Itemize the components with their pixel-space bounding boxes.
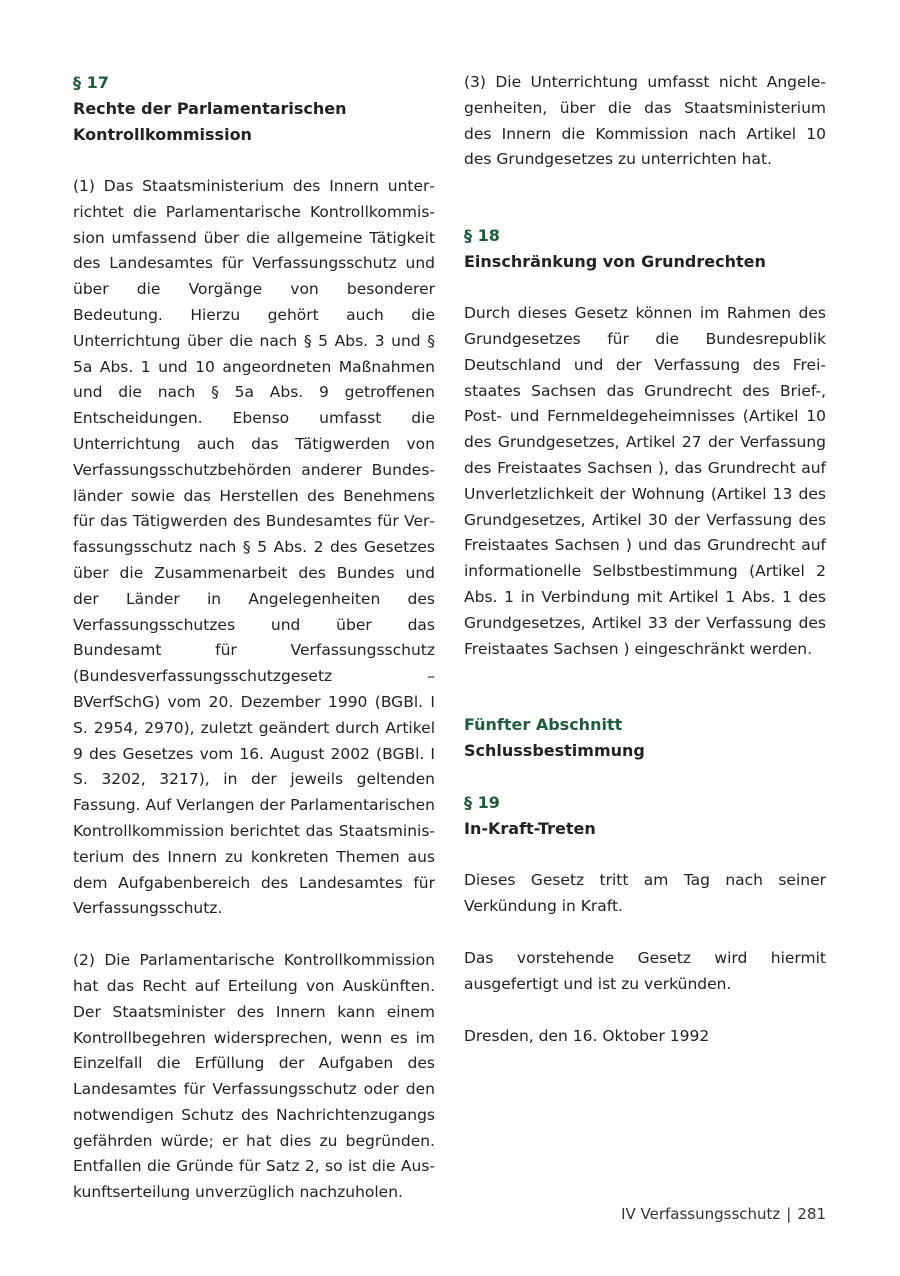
right-column [464, 70, 826, 1049]
date-line: Dresden, den 16. Oktober 1992 [464, 1026, 710, 1045]
footer-separator: | [786, 1205, 792, 1223]
page-footer [621, 1203, 826, 1225]
section-18-title: Einschränkung von Grundrechten [464, 252, 766, 272]
chapter-label: Fünfter Abschnitt [464, 715, 623, 735]
page-number: 281 [797, 1205, 826, 1223]
section-17-paragraph-2: (2) Die Parlamentarische Kontrollkommission hat das Recht auf Erteilung von Auskünften. Der Staatsminister des Innern kann einem Kontrollbegehren widersprechen, wenn es im Einzelfall die Erfüllung der Aufgaben des Landesamtes für Verfassungsschutz oder den notwendigen Schutz des Nachrichtenzugangs gefährden würde; er hat dies zu begründen. Entfallen die Gründe für Satz 2, so ist die Auskunftserteilung unverzüglich nachzuholen. [73, 951, 435, 1202]
chapter-title: Schlussbestimmung [464, 741, 645, 761]
section-19-title: In-Kraft-Treten [464, 819, 596, 839]
closing-statement: Das vorstehende Gesetz wird hiermit ausgefertigt und ist zu verkünden. [464, 948, 826, 993]
section-19-number: § 19 [464, 793, 500, 813]
left-column [73, 70, 435, 1206]
section-17-paragraph-1: (1) Das Staatsministerium des Innern unterrichtet die Parlamentarische Kontrollkommission umfassend über die allgemeine Tätigkeit des Landesamtes für Verfassungsschutz und über die Vorgänge von besonderer Bedeutung. Hierzu gehört auch die Unterrichtung über die nach § 5 Abs. 3 und § 5a Abs. 1 und 10 angeordneten Maßnahmen und die nach § 5a Abs. 9 getroffenen Entscheidungen. Ebenso umfasst die Unterrichtung auch das Tätigwerden von Verfassungsschutzbehörden anderer Bundesländer sowie das Herstellen des Benehmens für das Tätigwerden des Bundesamtes für Verfassungsschutz nach § 5 Abs. 2 des Gesetzes über die Zusammenarbeit des Bundes und der Länder in Angelegenheiten des Verfassungsschutzes und über das Bundesamt für Verfassungsschutz (Bundesverfassungsschutzgesetz – BVerfSchG) vom 20. Dezember 1990 (BGBl. I S. 2954, 2970), zuletzt geändert durch Artikel 9 des Gesetzes vom 16. August 2002 (BGBl. I S. 3202, 3217), in der jeweils geltenden Fassung. Auf Verlangen der Parlamentarischen Kontrollkommission berichtet das Staatsministerium des Innern zu konkreten Themen aus dem Aufgabenbereich des Landesamtes für Verfassungsschutz. [73, 177, 435, 918]
section-19-text: Dieses Gesetz tritt am Tag nach seiner Verkündung in Kraft. [464, 871, 826, 916]
footer-chapter: IV Verfassungsschutz [621, 1205, 781, 1223]
section-18-number: § 18 [464, 226, 500, 246]
section-17-number: § 17 [73, 73, 109, 92]
section-18-text: Durch dieses Gesetz können im Rahmen des Grundgesetzes für die Bundesrepublik Deutschland und der Verfassung des Freistaates Sachsen das Grundrecht des Brief-, Post- und Fernmeldegeheimnisses (Artikel 10 des Grundgesetzes, Artikel 27 der Verfassung des Freistaates Sachsen ), das Grundrecht auf Unverletzlichkeit der Wohnung (Artikel 13 des Grundgesetzes, Artikel 30 der Verfassung des Freistaates Sachsen ) und das Grundrecht auf informationelle Selbstbestimmung (Artikel 2 Abs. 1 in Verbindung mit Artikel 1 Abs. 1 des Grundgesetzes, Artikel 33 der Verfassung des Freistaates Sachsen ) eingeschränkt werden. [464, 304, 826, 658]
section-17-paragraph-3: (3) Die Unterrichtung umfasst nicht Angelegenheiten, über die das Staatsministerium des Innern die Kommission nach Artikel 10 des Grundgesetzes zu unterrichten hat. [464, 73, 826, 169]
section-17-title: Rechte der Parlamentarischen Kontrollkommission [73, 99, 347, 144]
